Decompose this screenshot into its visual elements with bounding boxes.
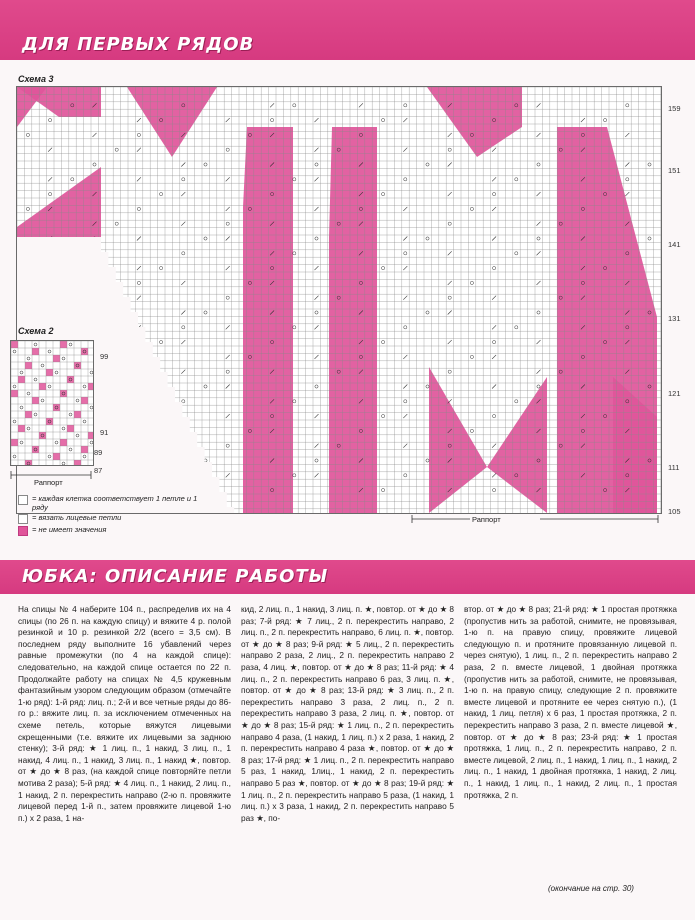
scheme2-pink-cell xyxy=(39,383,46,390)
stitch-cross xyxy=(492,325,496,329)
stitch-yo xyxy=(182,326,185,329)
scheme3-pink-shape xyxy=(243,127,293,513)
stitch-cross xyxy=(137,296,141,300)
stitch-yo xyxy=(226,148,229,151)
stitch-cross xyxy=(181,192,185,196)
scheme2-pink-cell xyxy=(60,439,67,446)
scheme3-rapport-bracket xyxy=(410,514,660,524)
stitch-yo xyxy=(426,311,429,314)
stitch-cross xyxy=(448,251,452,255)
section-banner xyxy=(0,560,695,594)
stitch-cross xyxy=(403,355,407,359)
s3-row-151: 151 xyxy=(668,166,681,175)
stitch-cross xyxy=(315,473,319,477)
scheme3-pink-shape xyxy=(329,127,377,513)
stitch-cross xyxy=(315,118,319,122)
stitch-cross xyxy=(625,163,629,167)
stitch-cross xyxy=(226,207,230,211)
stitch-yo xyxy=(226,222,229,225)
stitch-cross xyxy=(226,177,230,181)
scheme2-pink-cell xyxy=(88,383,94,390)
stitch-cross xyxy=(315,355,319,359)
stitch-cross xyxy=(181,340,185,344)
stitch-cross xyxy=(181,370,185,374)
scheme2-pink-cell xyxy=(67,425,74,432)
stitch-cross xyxy=(226,355,230,359)
stitch-yo xyxy=(404,326,407,329)
stitch-yo xyxy=(382,489,385,492)
stitch-cross xyxy=(492,444,496,448)
stitch-cross xyxy=(448,311,452,315)
stitch-yo xyxy=(493,267,496,270)
stitch-yo xyxy=(293,326,296,329)
stitch-cross xyxy=(537,281,541,285)
stitch-yo xyxy=(448,370,451,373)
scheme2-pink-cell xyxy=(32,348,39,355)
stitch-yo xyxy=(115,222,118,225)
s2-row-99: 99 xyxy=(100,352,109,361)
stitch-cross xyxy=(537,370,541,374)
stitch-cross xyxy=(403,207,407,211)
stitch-yo xyxy=(448,222,451,225)
stitch-yo xyxy=(315,385,318,388)
legend-row-knit xyxy=(18,513,202,524)
stitch-cross xyxy=(537,192,541,196)
stitch-cross xyxy=(226,414,230,418)
stitch-yo xyxy=(515,326,518,329)
stitch-cross xyxy=(448,340,452,344)
stitch-yo xyxy=(537,163,540,166)
stitch-cross xyxy=(492,385,496,389)
stitch-yo xyxy=(49,119,52,122)
s3-row-141: 141 xyxy=(668,240,681,249)
stitch-yo xyxy=(426,163,429,166)
header-title: ДЛЯ ПЕРВЫХ РЯДОВ xyxy=(22,34,255,55)
stitch-yo xyxy=(293,400,296,403)
stitch-yo xyxy=(315,163,318,166)
stitch-yo xyxy=(293,474,296,477)
stitch-cross xyxy=(315,207,319,211)
top-banner xyxy=(0,0,695,60)
scheme3-pink-shape xyxy=(127,87,217,157)
stitch-cross xyxy=(315,444,319,448)
stitch-yo xyxy=(315,237,318,240)
stitch-yo xyxy=(470,281,473,284)
stitch-cross xyxy=(448,163,452,167)
stitch-yo xyxy=(448,148,451,151)
scheme2-bottom xyxy=(11,429,93,465)
scheme2-pink-cell xyxy=(11,390,18,397)
stitch-cross xyxy=(359,103,363,107)
stitch-yo xyxy=(160,341,163,344)
legend-swatch-knit xyxy=(18,514,28,524)
scheme2-pink-cell xyxy=(53,355,60,362)
stitch-cross xyxy=(537,103,541,107)
stitch-cross xyxy=(537,133,541,137)
s3-row-131: 131 xyxy=(668,314,681,323)
stitch-cross xyxy=(226,473,230,477)
stitch-cross xyxy=(137,266,141,270)
stitch-yo xyxy=(404,400,407,403)
stitch-cross xyxy=(226,385,230,389)
stitch-yo xyxy=(404,252,407,255)
scheme2-pink-cell xyxy=(18,376,25,383)
text-column-1: На спицы № 4 наберите 104 п., распределив их на 4 спицы (по 26 п. на каждую спицу) и вяжите 4 р. полой резинкой и 10 р. резинкой 2/2 (всего = 3,5 см). В последнем ряду выполните 16 убавлений через равные промежутки (по 4 на каждой спице): следовательно, на каждой спице остается по 22 п. Продолжайте работу на спицах № 4,5 кружевным фантазийным узором следующим образом (отмечайте 1-ю ряд): 1-й ряд: лиц. п.; 2-й и все четные ряды до 86-го р.: вяжите лиц. п. за исключением отмеченных на схеме петель, которые вяжутся лицевыми скрещенными (т.е. вяжите их лицевыми за заднюю стенку); 3-й ряд: ★ 1 лиц. п., 1 накид, 3 лиц. п., 1 накид, 4 лиц. п., 1 накид, 3 лиц. п., 1 накид ★, повтор. от ★ до ★ 8 раз, (на каждой спице повторяйте петли мотива 2 раза); 5-й ряд: ★ 4 лиц. п., 1 накид, 2 лиц. п., 1 накид, 2 п. перекрестить направо (2-ю п. провяжите лицевой перед 1-й п., затем провяжите лицевой 1-ю п.) х 2 раза, 1 на- xyxy=(18,604,231,823)
stitch-yo xyxy=(26,133,29,136)
stitch-cross xyxy=(537,340,541,344)
stitch-cross xyxy=(137,148,141,152)
scheme2-cells xyxy=(11,341,94,466)
stitch-cross xyxy=(403,118,407,122)
stitch-yo xyxy=(115,148,118,151)
scheme2-pink-cell xyxy=(39,432,46,439)
stitch-yo xyxy=(493,193,496,196)
stitch-yo xyxy=(604,119,607,122)
stitch-yo xyxy=(204,163,207,166)
stitch-cross xyxy=(315,414,319,418)
stitch-yo xyxy=(293,252,296,255)
scheme2-pink-cell xyxy=(25,362,32,369)
stitch-yo xyxy=(315,459,318,462)
stitch-cross xyxy=(315,325,319,329)
stitch-cross xyxy=(403,444,407,448)
stitch-cross xyxy=(537,251,541,255)
stitch-yo xyxy=(493,415,496,418)
stitch-cross xyxy=(625,133,629,137)
stitch-cross xyxy=(137,177,141,181)
scheme2-pink-cell xyxy=(32,397,39,404)
scheme3-pink-shape xyxy=(487,377,547,513)
scheme2-pink-cell xyxy=(74,460,81,466)
legend xyxy=(18,494,202,537)
scheme2-pink-cell xyxy=(67,376,74,383)
scheme2-pink-cell xyxy=(74,362,81,369)
scheme2-pink-cell xyxy=(32,446,39,453)
stitch-cross xyxy=(48,148,52,152)
stitch-yo xyxy=(493,489,496,492)
legend-swatch-white xyxy=(18,495,28,505)
stitch-cross xyxy=(226,118,230,122)
stitch-yo xyxy=(49,193,52,196)
text-column-2: кид, 2 лиц. п., 1 накид, 3 лиц. п. ★, повтор. от ★ до ★ 8 раз; 7-й ряд: ★ 7 лиц., 2 п. перекрестить направо, 2 лиц. п., 2 п. перекрестить направо, 6 лиц. п. ★, повтор. от ★ до ★ 8 раз; 9-й ряд: ★ 5 лиц., 2 п. перекрестить направо 2 раза, 2 лиц., 2 п. перекрестить направо 2 раза, 4 лиц. ★, повтор. от ★ до ★ 8 раз; 11-й ряд: ★ 4 лиц. п., 2 п. перекрестить направо 6 раз, 3 лиц. п. ★, повтор. от ★ до ★ 8 раз; 13-й ряд: ★ 3 лиц. п., 2 п. перекрестить направо 3 раза, 2 лиц. п., 2 п. перекрестить направо 3 раза, 2 лиц. п. ★, повтор. от ★ до ★ 8 раз; 15-й ряд: ★ 1 лиц. п., 2 п. перекрестить направо 4 раза, (1 накид, 1 лиц. п.) х 2 раза, 1 накид, 2 п. перекрестить направо 4 раза ★, повтор. от ★ до ★ 8 раз; 17-й ряд: ★ 1 лиц. п., 2 п. перекрестить направо 5 раз, 1 накид, 1лиц., 1 накид, 2 п. перекрестить направо 5 раз ★, повтор. от ★ до ★ 8 раз; 19-й ряд: ★ 1 лиц. п., 2 п. перекрестить направо 5 раза, (1 накид, 1 лиц. п.) х 3 раза, 1 накид, 2 п. перекрестить направо 5 раз ★, по- xyxy=(241,604,454,823)
stitch-yo xyxy=(470,207,473,210)
stitch-cross xyxy=(226,325,230,329)
stitch-yo xyxy=(470,355,473,358)
stitch-cross xyxy=(492,296,496,300)
legend-text: = не имеет значения xyxy=(32,525,107,534)
stitch-cross xyxy=(403,296,407,300)
stitch-yo xyxy=(382,341,385,344)
scheme2-pink-cell xyxy=(46,369,53,376)
stitch-cross xyxy=(492,237,496,241)
stitch-yo xyxy=(537,385,540,388)
scheme2-rapport-label: Раппорт xyxy=(34,478,63,487)
stitch-yo xyxy=(426,237,429,240)
stitch-cross xyxy=(403,414,407,418)
legend-swatch-pink xyxy=(18,526,28,536)
stitch-yo xyxy=(537,311,540,314)
stitch-cross xyxy=(137,237,141,241)
stitch-cross xyxy=(492,473,496,477)
legend-text: = каждая клетка соответствует 1 петле и 1 ряду xyxy=(32,494,198,512)
stitch-yo xyxy=(515,178,518,181)
stitch-yo xyxy=(160,193,163,196)
stitch-cross xyxy=(315,266,319,270)
scheme3-chart xyxy=(16,86,662,514)
stitch-cross xyxy=(625,192,629,196)
stitch-yo xyxy=(404,178,407,181)
scheme2-pink-cell xyxy=(46,418,53,425)
stitch-cross xyxy=(181,163,185,167)
stitch-cross xyxy=(48,177,52,181)
stitch-yo xyxy=(204,237,207,240)
stitch-cross xyxy=(581,118,585,122)
s2-row-89: 89 xyxy=(94,448,103,457)
stitch-yo xyxy=(382,415,385,418)
stitch-yo xyxy=(382,119,385,122)
stitch-yo xyxy=(315,311,318,314)
stitch-yo xyxy=(182,178,185,181)
stitch-cross xyxy=(492,207,496,211)
s3-row-105: 105 xyxy=(668,507,681,516)
scheme2-pink-cell xyxy=(53,404,60,411)
stitch-yo xyxy=(382,267,385,270)
scheme2-pink-cell xyxy=(74,411,81,418)
stitch-cross xyxy=(137,118,141,122)
stitch-cross xyxy=(181,311,185,315)
scheme2-chart xyxy=(10,340,94,466)
scheme3-pink-shape xyxy=(427,87,522,157)
stitch-yo xyxy=(226,296,229,299)
scheme2-label: Схема 2 xyxy=(18,326,54,336)
stitch-yo xyxy=(648,163,651,166)
scheme2-pink-cell xyxy=(11,439,18,446)
scheme2-pink-cell xyxy=(81,397,88,404)
stitch-yo xyxy=(137,207,140,210)
stitch-yo xyxy=(226,444,229,447)
stitch-cross xyxy=(403,237,407,241)
scheme2-pink-cell xyxy=(18,425,25,432)
legend-row-nomatter xyxy=(18,525,202,536)
stitch-cross xyxy=(448,192,452,196)
stitch-yo xyxy=(426,459,429,462)
stitch-yo xyxy=(493,341,496,344)
stitch-yo xyxy=(226,370,229,373)
stitch-yo xyxy=(626,178,629,181)
stitch-cross xyxy=(492,355,496,359)
scheme2-pink-cell xyxy=(88,432,94,439)
stitch-yo xyxy=(26,207,29,210)
stitch-yo xyxy=(448,296,451,299)
scheme2-pink-cell xyxy=(25,460,32,466)
scheme2-pink-cell xyxy=(60,341,67,348)
stitch-yo xyxy=(271,119,274,122)
stitch-cross xyxy=(448,133,452,137)
stitch-yo xyxy=(404,104,407,107)
s2-row-87: 87 xyxy=(94,466,103,475)
s3-row-159: 159 xyxy=(668,104,681,113)
stitch-yo xyxy=(382,193,385,196)
stitch-cross xyxy=(492,177,496,181)
stitch-yo xyxy=(426,385,429,388)
stitch-yo xyxy=(293,104,296,107)
stitch-cross xyxy=(403,266,407,270)
scheme2-pink-cell xyxy=(25,411,32,418)
stitch-cross xyxy=(537,222,541,226)
stitch-yo xyxy=(515,252,518,255)
stitch-yo xyxy=(160,267,163,270)
scheme3-pink-shape xyxy=(429,367,487,513)
scheme2-pink-cell xyxy=(60,390,67,397)
stitch-cross xyxy=(226,266,230,270)
scheme3-pink-shape xyxy=(17,87,47,127)
stitch-cross xyxy=(448,281,452,285)
stitch-cross xyxy=(315,148,319,152)
stitch-cross xyxy=(226,237,230,241)
stitch-cross xyxy=(403,148,407,152)
stitch-yo xyxy=(137,281,140,284)
scheme3-pink-shape xyxy=(17,167,101,237)
legend-text: = вязать лицевые петли xyxy=(32,513,122,522)
stitch-cross xyxy=(315,177,319,181)
scheme3-rapport-label: Раппорт xyxy=(472,515,501,524)
scheme2-pink-cell xyxy=(81,348,88,355)
continuation-note: (окончание на стр. 30) xyxy=(548,884,634,893)
scheme2-pink-cell xyxy=(11,341,18,348)
stitch-yo xyxy=(204,385,207,388)
scheme2-pink-cell xyxy=(53,453,60,460)
scheme2-pink-cell xyxy=(81,446,88,453)
stitch-yo xyxy=(537,237,540,240)
stitch-yo xyxy=(71,178,74,181)
stitch-yo xyxy=(470,429,473,432)
body-text xyxy=(18,604,678,824)
stitch-yo xyxy=(648,237,651,240)
stitch-yo xyxy=(182,252,185,255)
stitch-cross xyxy=(270,103,274,107)
stitch-cross xyxy=(403,385,407,389)
s2-row-91: 91 xyxy=(100,428,109,437)
stitch-cross xyxy=(93,133,97,137)
s3-row-121: 121 xyxy=(668,389,681,398)
scheme3-label: Схема 3 xyxy=(18,74,54,84)
stitch-yo xyxy=(404,474,407,477)
stitch-yo xyxy=(137,133,140,136)
stitch-yo xyxy=(293,178,296,181)
s3-row-111: 111 xyxy=(668,463,680,472)
stitch-yo xyxy=(515,400,518,403)
legend-row-cell xyxy=(18,494,202,512)
stitch-yo xyxy=(204,311,207,314)
stitch-cross xyxy=(181,281,185,285)
stitch-yo xyxy=(93,163,96,166)
stitch-cross xyxy=(181,222,185,226)
text-column-3: втор. от ★ до ★ 8 раз; 21-й ряд: ★ 1 простая протяжка (пропустив нить за работой, снимите, не провязывая, 1-ю п. на правую спицу, провяжите лицевой следующую п. и протяните провязанную лицевой п. через снятую), 1 лиц. п., 2 п. перекрестить направо 2 раза, 2 п. вместе лицевой, 1 двойная протяжка (пропустив нить за работой, снимите, не провязывая, 1-ю п. на правую спицу, следующие 2 п. провяжите вместе лицевой и протяните ее через снятую п.), (1 накид, 1 лиц. петля) х 6 раз, 1 простая протяжка, 2 п. перекрестить направо 3 раза, 2 п. вместе лицевой ★, повтор. от ★ до ★ 8 раз; 23-й ряд: ★ 1 простая протяжка, 1 лиц. п., 2 п. перекрестить направо, 2 п. вместе лицевой, 2 лиц. п., 1 накид, 1 лиц. п., 1 накид, 2 лиц. п., 1 накид, 1 двойная протяжка, 1 накид, 2 лиц. п., 1 накид, 1 лиц. п., 1 накид, 2 лиц. п., 1 простая протяжка, 2 п. xyxy=(464,604,677,800)
stitch-cross xyxy=(492,148,496,152)
stitch-cross xyxy=(315,296,319,300)
stitch-yo xyxy=(626,104,629,107)
section-title: ЮБКА: ОПИСАНИЕ РАБОТЫ xyxy=(22,566,329,587)
